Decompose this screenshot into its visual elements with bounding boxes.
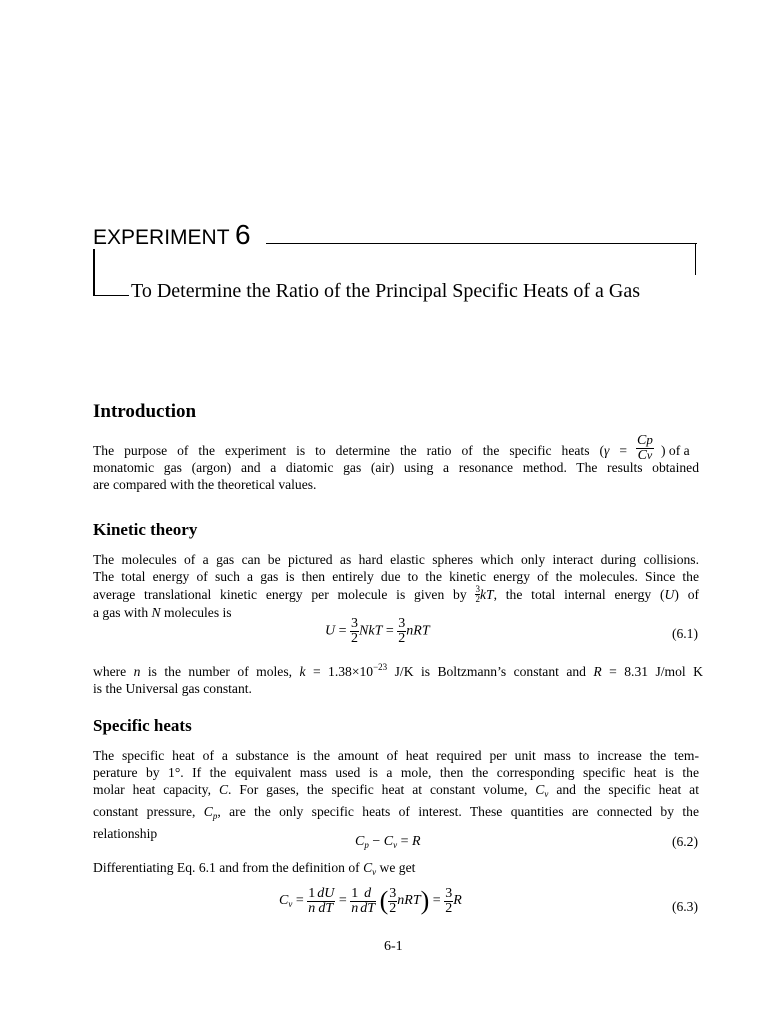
header-rule-top (266, 243, 697, 244)
chapter-title: To Determine the Ratio of the Principal Specific Heats of a Gas (131, 280, 640, 302)
chapter-prefix: EXPERIMENT (93, 226, 230, 249)
equation-number-6-2: (6.2) (671, 834, 698, 849)
differentiating-line: Differentiating Eq. 6.1 and from the definition of $C_v$ we get (93, 860, 416, 877)
kinetic-paragraph-after: where n is the number of moles, $k = 1.38\times 10^{-23}$ J/K is Boltzmann’s constant and R = 8.31 J/mol K is the Universal gas constant. (93, 662, 703, 696)
chapter-label (93, 221, 251, 252)
page-number: 6-1 (384, 939, 403, 954)
specific-heats-paragraph: The specific heat of a substance is the amount of heat required per unit mass to increase the tem- perature by 1°. If the equivalent mass used is a mole, then the corresponding specific heat is the molar heat capacity, C. For gases, the specific heat at constant volume, $C_v$ and the specific heat at constant pressure, $C_p$, are the only specific heats of interest. These quantities are connected by the relationship (93, 748, 699, 841)
kinetic-heading: Kinetic theory (93, 520, 198, 539)
introduction-paragraph: The purpose of the experiment is to determine the ratio of the specific heats (γ = ) of a monatomic gas (argon) and a diatomic gas (air) using a resonance method. The results obtained are compared with the theoretical values. (93, 443, 699, 492)
equation-6-2: $C_p - C_v = R$ (355, 834, 421, 850)
equation-6-3: $C_v$ = $\frac{1}{n}$ $\frac{dU}{dT}$ = $\frac{1}{n}$ $\frac{d}{dT}$ ( $\frac{3}{2}$ nRT) = $\frac{3}{2}$ R (279, 885, 462, 916)
header-rule-left (93, 249, 95, 296)
introduction-heading: Introduction (93, 401, 197, 422)
gamma-fraction: Cp Cv (637, 432, 653, 463)
kinetic-paragraph: The molecules of a gas can be pictured as hard elastic spheres which only interact during collisions. The total energy of such a gas is then entirely due to the kinetic energy of the molecules. Since the average translational kinetic energy per molecule is given by $\frac{3}{2}$ kT, the total internal energy (U) of a gas with N molecules is (93, 552, 700, 620)
equation-number-6-1: (6.1) (671, 626, 698, 641)
specific-heats-heading: Specific heats (93, 716, 192, 735)
chapter-number: 6 (235, 219, 251, 250)
header-rule-bottom (93, 295, 129, 296)
equation-6-1: U = $\frac{3}{2}$ NkT = $\frac{3}{2}$ nRT (325, 616, 430, 646)
equation-number-6-3: (6.3) (671, 899, 698, 914)
header-rule-right (695, 243, 696, 275)
